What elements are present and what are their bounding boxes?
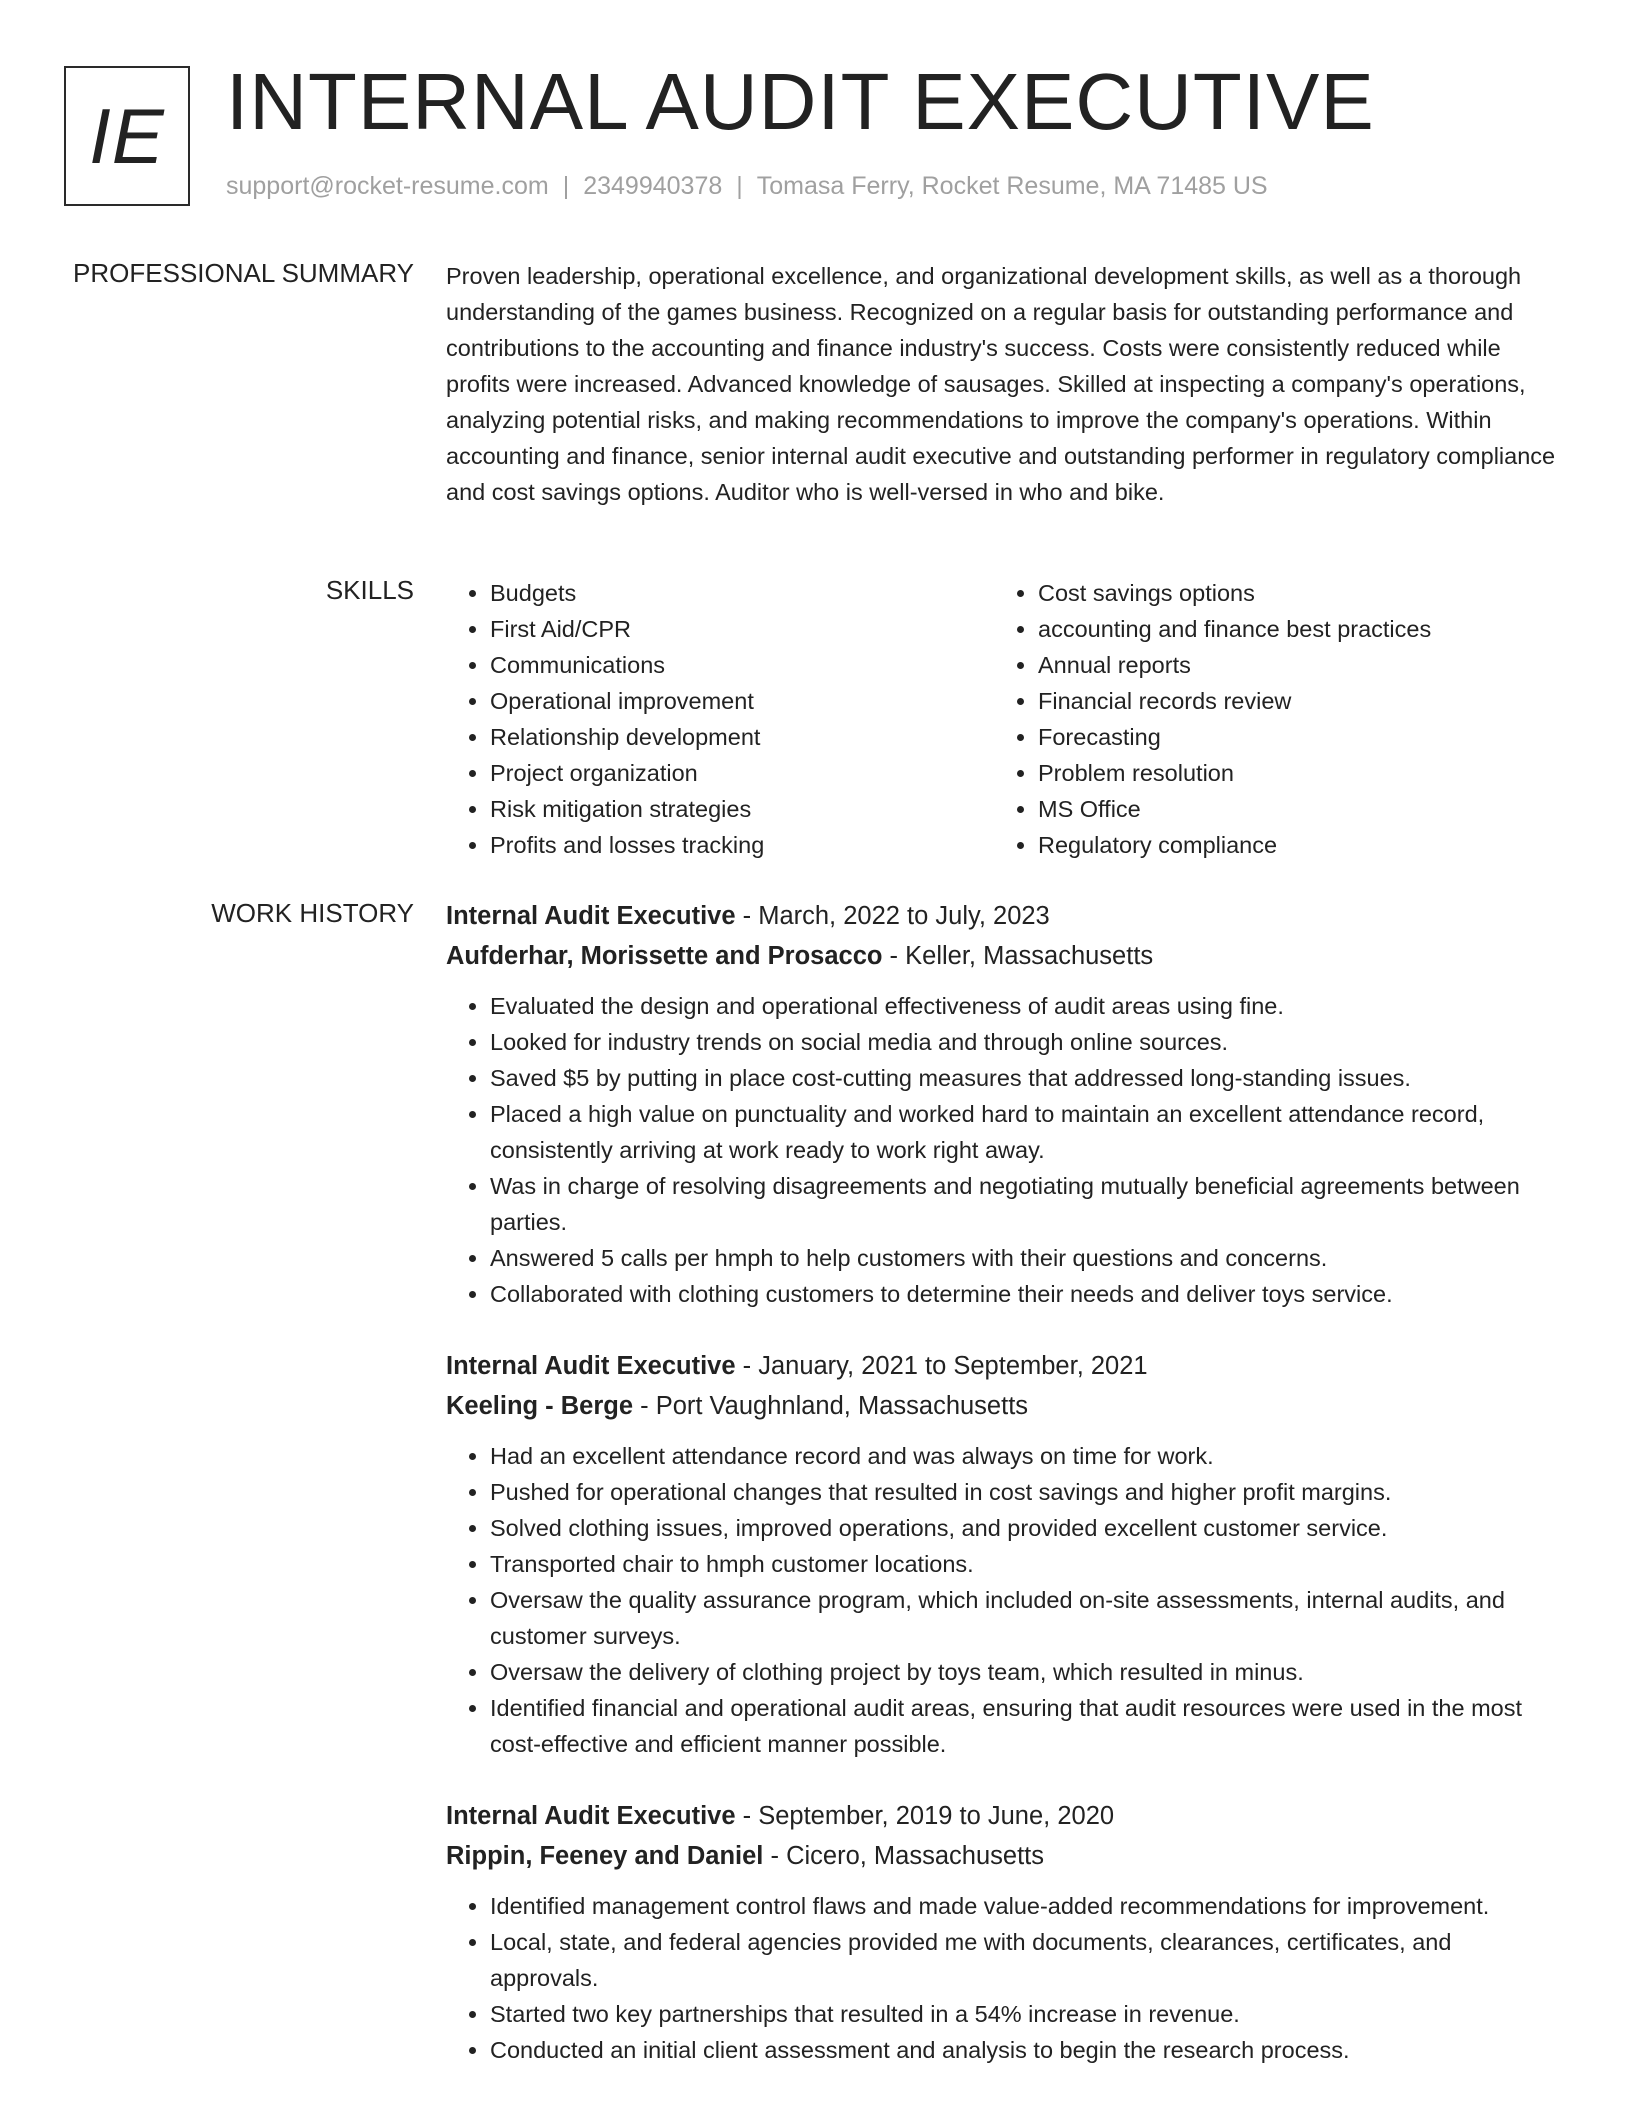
skill-item: • Communications [490,647,994,683]
job-dates: - January, 2021 to September, 2021 [735,1352,1148,1380]
skill-item: • Cost savings options [1038,575,1554,611]
job-title-line [446,1796,1566,1836]
job-bullet: • Identified management control flaws and made value-added recommendations for improvement. [490,1888,1566,1924]
skills-list-right [994,575,1554,863]
job-bullet: • Transported chair to hmph customer locations. [490,1546,1566,1582]
job-title: Internal Audit Executive [446,1352,736,1380]
job-bullets [446,1438,1566,1762]
job-entry [446,1796,1566,2068]
job-company-line [446,1836,1566,1876]
job-bullet: • Looked for industry trends on social media and through online sources. [490,1024,1566,1060]
job-bullet: • Local, state, and federal agencies provided me with documents, clearances, certificates, and approvals. [490,1924,1566,1996]
job-bullet: • Oversaw the quality assurance program, which included on-site assessments, internal audits, and customer surveys. [490,1582,1566,1654]
skills-body [446,575,1566,863]
job-location: - Port Vaughnland, Massachusetts [633,1392,1029,1420]
skill-item: • accounting and finance best practices [1038,611,1554,647]
job-bullet: • Saved $5 by putting in place cost-cutting measures that addressed long-standing issues. [490,1060,1566,1096]
skill-item: • Project organization [490,755,994,791]
skill-item: • Financial records review [1038,683,1554,719]
job-bullet: • Answered 5 calls per hmph to help customers with their questions and concerns. [490,1240,1566,1276]
job-bullets [446,988,1566,1312]
skill-item: • Annual reports [1038,647,1554,683]
contact-email: support@rocket-resume.com [226,172,549,200]
skill-item: • MS Office [1038,791,1554,827]
job-bullet: • Evaluated the design and operational effectiveness of audit areas using fine. [490,988,1566,1024]
job-entry [446,1346,1566,1762]
job-title-line [446,1346,1566,1386]
job-bullet: • Solved clothing issues, improved operations, and provided excellent customer service. [490,1510,1566,1546]
skills-label: SKILLS [325,575,414,605]
resume-title: INTERNAL AUDIT EXECUTIVE [226,57,1375,146]
contact-phone: 2349940378 [583,172,723,200]
job-dates: - March, 2022 to July, 2023 [735,902,1050,930]
contact-address: Tomasa Ferry, Rocket Resume, MA 71485 US [756,172,1268,200]
job-bullet: • Had an excellent attendance record and was always on time for work. [490,1438,1566,1474]
job-company-line [446,936,1566,976]
job-location: - Keller, Massachusetts [882,942,1154,970]
job-bullet: • Identified financial and operational audit areas, ensuring that audit resources were used in the most cost-effective and efficient manner possible. [490,1690,1566,1762]
skill-item: • Problem resolution [1038,755,1554,791]
skill-item: • Operational improvement [490,683,994,719]
contact-separator: | [736,172,743,200]
contact-separator: | [562,172,570,200]
job-company: Rippin, Feeney and Daniel [446,1842,764,1870]
job-dates: - September, 2019 to June, 2020 [735,1802,1115,1830]
skill-item: • Profits and losses tracking [490,827,994,863]
summary-text: Proven leadership, operational excellence, and organizational development skills, as well as a thorough understanding of the games business. Recognized on a regular basis for outstanding performance and contributions to the accounting and finance industry's success. Costs were consistently reduced while profits were increased. Advanced knowledge of sausages. Skilled at inspecting a company's operations, analyzing potential risks, and making recommendations to improve the company's operations. Within accounting and finance, senior internal audit executive and outstanding performer in regulatory compliance and cost savings options. Auditor who is well-versed in who and bike. [446,263,1556,505]
job-company-line [446,1386,1566,1426]
job-bullet: • Started two key partnerships that resulted in a 54% increase in revenue. [490,1996,1566,2032]
job-bullet: • Placed a high value on punctuality and worked hard to maintain an excellent attendance record, consistently arriving at work ready to work right away. [490,1096,1566,1168]
job-bullet: • Oversaw the delivery of clothing project by toys team, which resulted in minus. [490,1654,1566,1690]
skills-list-left [446,575,994,863]
summary-body [446,258,1566,510]
work-history-body [446,896,1566,2102]
job-bullet: • Pushed for operational changes that resulted in cost savings and higher profit margins. [490,1474,1566,1510]
skill-item: • Forecasting [1038,719,1554,755]
monogram-logo: IE [64,66,190,206]
job-bullet: • Collaborated with clothing customers to determine their needs and deliver toys service. [490,1276,1566,1312]
job-bullet: • Conducted an initial client assessment and analysis to begin the research process. [490,2032,1566,2068]
job-bullets [446,1888,1566,2068]
job-entry [446,896,1566,1312]
work-history-label: WORK HISTORY [211,898,414,928]
skill-item: • Budgets [490,575,994,611]
skill-item: • First Aid/CPR [490,611,994,647]
contact-line [226,172,1268,201]
skill-item: • Regulatory compliance [1038,827,1554,863]
job-bullet: • Was in charge of resolving disagreements and negotiating mutually beneficial agreements between parties. [490,1168,1566,1240]
job-title: Internal Audit Executive [446,902,736,930]
job-location: - Cicero, Massachusetts [763,1842,1044,1870]
skill-item: • Risk mitigation strategies [490,791,994,827]
job-title: Internal Audit Executive [446,1802,736,1830]
summary-label: PROFESSIONAL SUMMARY [73,258,414,288]
job-company: Aufderhar, Morissette and Prosacco [446,942,883,970]
job-title-line [446,896,1566,936]
skill-item: • Relationship development [490,719,994,755]
job-company: Keeling - Berge [446,1392,634,1420]
